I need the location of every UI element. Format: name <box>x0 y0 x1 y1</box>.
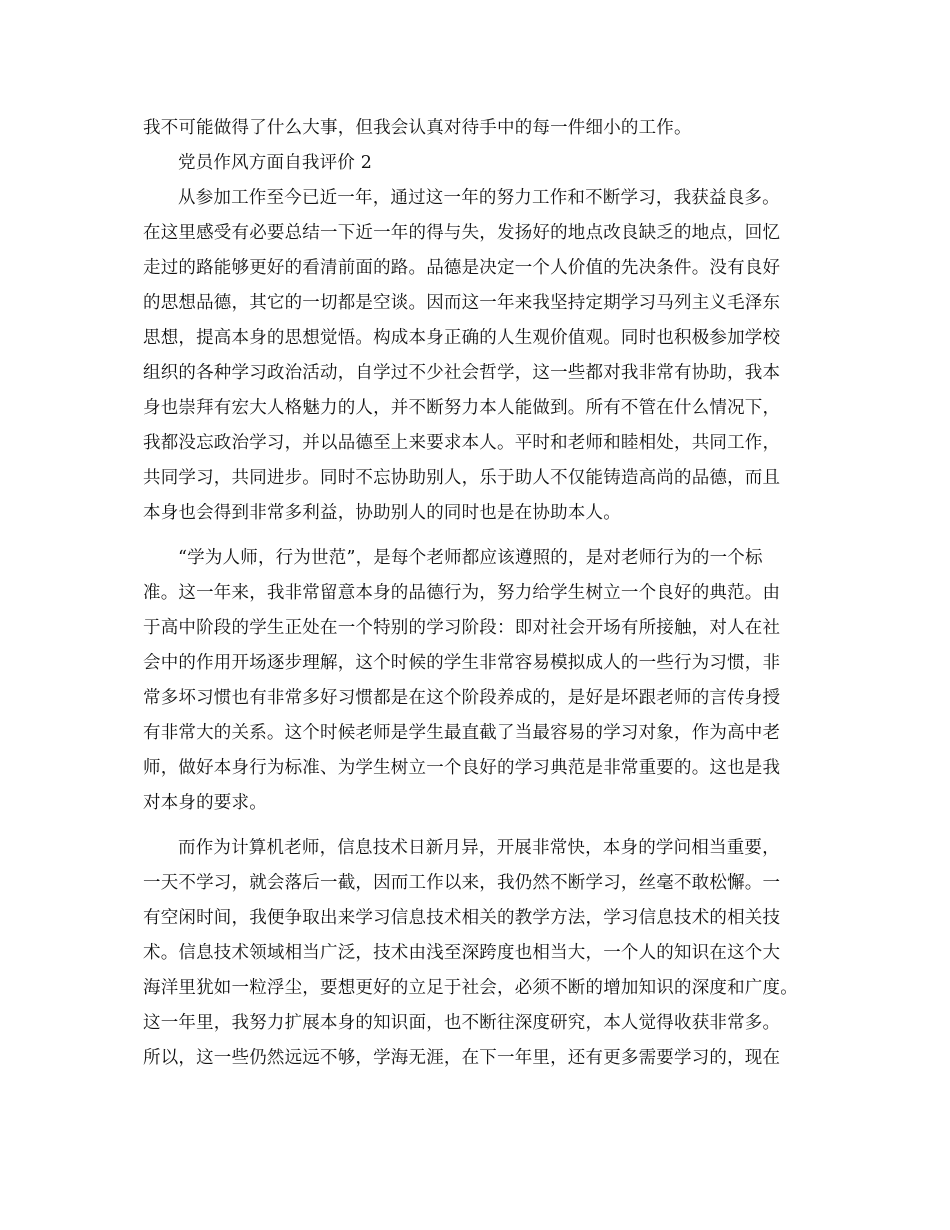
text-line: 在这里感受有必要总结一下近一年的得与失，发扬好的地点改良缺乏的地点，回忆 <box>143 223 781 243</box>
text-line: 我不可能做得了什么大事，但我会认真对待手中的每一件细小的工作。 <box>143 118 692 138</box>
text-line: 于高中阶段的学生正处在一个特别的学习阶段：即对社会开场有所接触，对人在社 <box>143 618 781 638</box>
text-line: 身也崇拜有宏大人格魅力的人，并不断努力本人能做到。所有不管在什么情况下， <box>143 398 781 418</box>
section-heading: 党员作风方面自我评价 2 <box>178 153 373 173</box>
text-line: 所以，这一些仍然远远不够，学海无涯，在下一年里，还有更多需要学习的，现在 <box>143 1048 781 1068</box>
text-line: 会中的作用开场逐步理解，这个时候的学生非常容易模拟成人的一些行为习惯，非 <box>143 653 781 673</box>
text-line: 常多坏习惯也有非常多好习惯都是在这个阶段养成的，是好是坏跟老师的言传身授 <box>143 688 781 708</box>
text-line: 准。这一年来，我非常留意本身的品德行为，努力给学生树立一个良好的典范。由 <box>143 583 781 603</box>
text-line: 有非常大的关系。这个时候老师是学生最直截了当最容易的学习对象，作为高中老 <box>143 723 781 743</box>
text-line: 术。信息技术领域相当广泛，技术由浅至深跨度也相当大，一个人的知识在这个大 <box>143 943 781 963</box>
text-line: 从参加工作至今已近一年，通过这一年的努力工作和不断学习，我获益良多。 <box>178 188 780 208</box>
text-line: 思想，提高本身的思想觉悟。构成本身正确的人生观价值观。同时也积极参加学校 <box>143 328 781 348</box>
text-line: 组织的各种学习政治活动，自学过不少社会哲学，这一些都对我非常有协助，我本 <box>143 363 781 383</box>
text-line: 而作为计算机老师，信息技术日新月异，开展非常快，本身的学问相当重要， <box>178 838 780 858</box>
text-line: 一天不学习，就会落后一截，因而工作以来，我仍然不断学习，丝毫不敢松懈。一 <box>143 873 781 893</box>
text-line: 本身也会得到非常多利益，协助别人的同时也是在协助本人。 <box>143 503 621 523</box>
text-line: 对本身的要求。 <box>143 793 267 813</box>
text-line: “学为人师，行为世范”，是每个老师都应该遵照的，是对老师行为的一个标 <box>178 548 763 568</box>
text-line: 我都没忘政治学习，并以品德至上来要求本人。平时和老师和睦相处，共同工作， <box>143 433 781 453</box>
text-line: 师，做好本身行为标准、为学生树立一个良好的学习典范是非常重要的。这也是我 <box>143 758 781 778</box>
text-line: 这一年里，我努力扩展本身的知识面，也不断往深度研究，本人觉得收获非常多。 <box>143 1013 781 1033</box>
text-line: 走过的路能够更好的看清前面的路。品德是决定一个人价值的先决条件。没有良好 <box>143 258 781 278</box>
text-line: 共同学习，共同进步。同时不忘协助别人，乐于助人不仅能铸造高尚的品德，而且 <box>143 468 781 488</box>
text-line: 海洋里犹如一粒浮尘，要想更好的立足于社会，必须不断的增加知识的深度和广度。 <box>143 978 798 998</box>
text-line: 的思想品德，其它的一切都是空谈。因而这一年来我坚持定期学习马列主义毛泽东 <box>143 293 781 313</box>
text-line: 有空闲时间，我便争取出来学习信息技术相关的教学方法，学习信息技术的相关技 <box>143 908 781 928</box>
